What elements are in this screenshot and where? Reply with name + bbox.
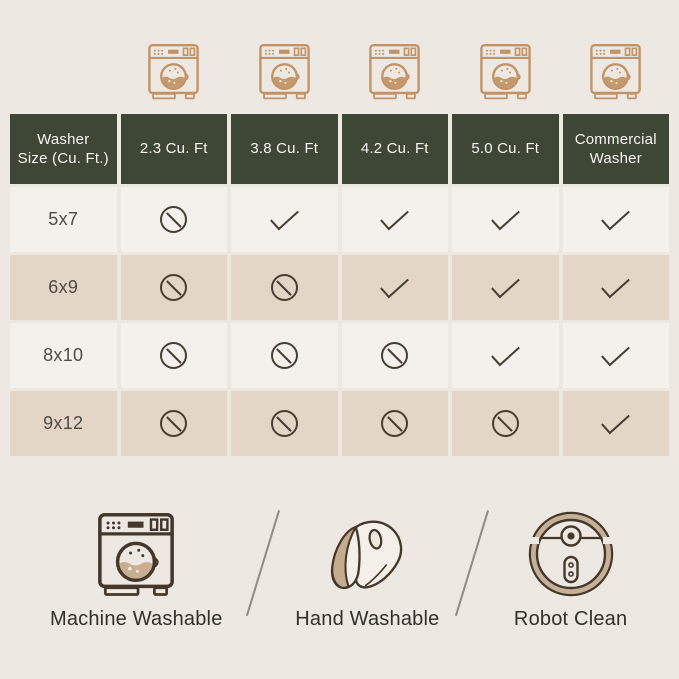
legend-label-robot-clean: Robot Clean [513, 608, 628, 630]
header-5-0-cuft: 5.0 Cu. Ft [452, 114, 559, 184]
mark-6x9-3.8 [231, 255, 338, 320]
mark-6x9-4.2 [342, 255, 449, 320]
hand-wash-icon [317, 514, 417, 600]
mark-5x7-2.3 [121, 187, 228, 252]
mark-8x10-2.3 [121, 323, 228, 388]
care-methods-legend [0, 498, 679, 638]
row-label-6x9: 6x9 [10, 255, 117, 320]
legend-item-machine-washable [10, 498, 262, 638]
legend-label-hand-washable: Hand Washable [295, 608, 440, 630]
header-washer-size-line2: Size (Cu. Ft.) [17, 150, 109, 167]
washing-machine-icon [146, 42, 201, 102]
washing-machine-icon [588, 42, 643, 102]
legend-item-hand-washable [264, 498, 471, 638]
header-washer-size-line1: Washer [37, 130, 90, 148]
mark-5x7-commercial [563, 187, 670, 252]
washing-machine-icon [478, 42, 533, 102]
legend-label-machine-washable: Machine Washable [49, 608, 223, 630]
mark-5x7-5.0 [452, 187, 559, 252]
header-commercial-washer: Commercial Washer [563, 114, 670, 184]
mark-8x10-commercial [563, 323, 670, 388]
mark-9x12-3.8 [231, 391, 338, 456]
mark-6x9-2.3 [121, 255, 228, 320]
header-4-2-cuft: 4.2 Cu. Ft [342, 114, 449, 184]
header-3-8-cuft: 3.8 Cu. Ft [231, 114, 338, 184]
mark-8x10-3.8 [231, 323, 338, 388]
washing-machine-icon [367, 42, 422, 102]
washing-machine-icon [95, 510, 177, 600]
row-label-5x7: 5x7 [10, 187, 117, 252]
washing-machine-icon [257, 42, 312, 102]
mark-9x12-commercial [563, 391, 670, 456]
top-icons-spacer [10, 36, 117, 108]
mark-5x7-4.2 [342, 187, 449, 252]
header-washer-size [10, 114, 117, 184]
mark-6x9-commercial [563, 255, 670, 320]
mark-9x12-4.2 [342, 391, 449, 456]
header-2-3-cuft: 2.3 Cu. Ft [121, 114, 228, 184]
robot-vacuum-icon [521, 508, 621, 600]
row-label-9x12: 9x12 [10, 391, 117, 456]
mark-6x9-5.0 [452, 255, 559, 320]
top-washer-icons-row [10, 36, 669, 108]
washer-compatibility-table [10, 114, 669, 456]
mark-8x10-5.0 [452, 323, 559, 388]
mark-9x12-5.0 [452, 391, 559, 456]
mark-5x7-3.8 [231, 187, 338, 252]
mark-9x12-2.3 [121, 391, 228, 456]
legend-item-robot-clean [472, 498, 669, 638]
row-label-8x10: 8x10 [10, 323, 117, 388]
mark-8x10-4.2 [342, 323, 449, 388]
